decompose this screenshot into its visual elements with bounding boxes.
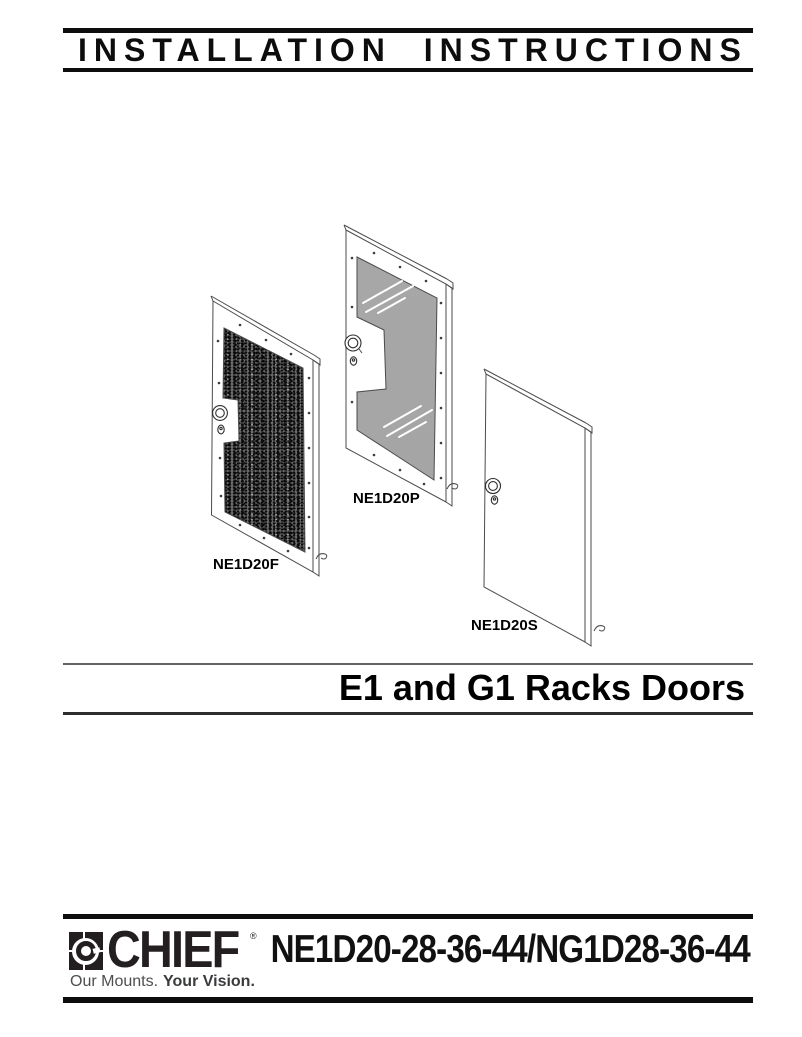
brand-tagline (70, 974, 255, 990)
model-part-numbers: NE1D20-28-36-44/NG1D28-36-44 (270, 928, 750, 971)
chief-logo-c-gap (93, 947, 101, 953)
footer-rule-top (63, 914, 753, 919)
title-rule-bottom (63, 712, 753, 715)
tagline-regular-part: Our Mounts. (70, 973, 159, 990)
product-title: E1 and G1 Racks Doors (338, 667, 745, 708)
door-ne1d20p-illustration (344, 225, 458, 506)
registered-trademark-symbol: ® (250, 931, 257, 941)
chief-brand-wordmark: CHIEF (107, 921, 239, 979)
door-label-ne1d20s: NE1D20S (471, 617, 538, 634)
door-ne1d20s-illustration (484, 369, 605, 646)
door-ne1d20f-illustration (211, 296, 327, 576)
footer-rule-bottom (63, 997, 753, 1003)
chief-logo-circle (72, 938, 99, 965)
chief-logo-icon (69, 932, 103, 970)
door-label-ne1d20p: NE1D20P (353, 490, 420, 507)
door-label-ne1d20f: NE1D20F (213, 556, 279, 573)
title-rule-top (63, 663, 753, 665)
page-title: INSTALLATION INSTRUCTIONS (78, 32, 748, 68)
tagline-bold-part: Your Vision. (163, 973, 255, 990)
